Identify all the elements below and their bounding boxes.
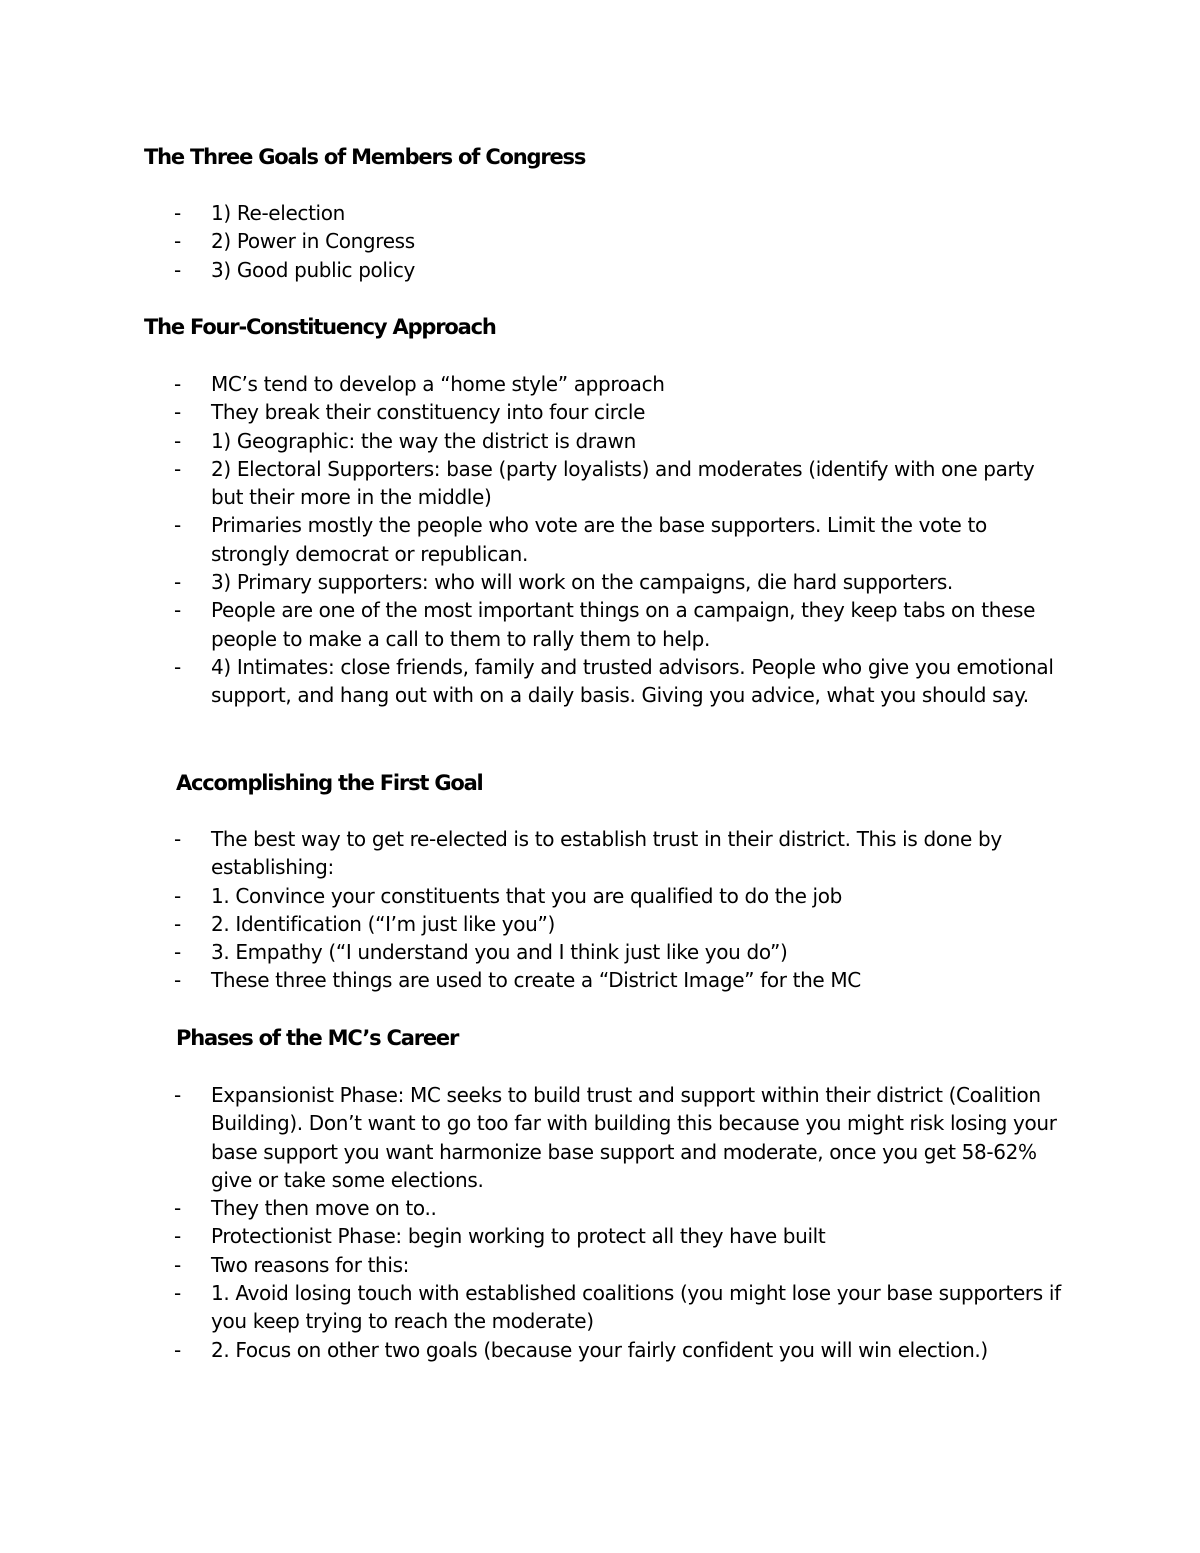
list-item: - MC’s tend to develop a “home style” approach bbox=[0, 370, 1071, 398]
list-item: - People are one of the most important things on a campaign, they keep tabs on these people to make a call to them to rally them to help. bbox=[174, 598, 1036, 651]
dash-bullet: - bbox=[174, 1224, 181, 1249]
section-heading: The Three Goals of Members of Congress bbox=[144, 145, 586, 169]
list-item: - 2) Power in Congress bbox=[0, 227, 1071, 255]
list-item: - 3) Good public policy bbox=[0, 256, 1071, 284]
section-heading: Accomplishing the First Goal bbox=[176, 771, 483, 795]
dash-bullet: - bbox=[174, 940, 181, 965]
dash-bullet: - bbox=[174, 456, 181, 481]
dash-bullet: - bbox=[174, 372, 181, 396]
section-heading: The Four-Constituency Approach bbox=[144, 315, 496, 339]
dash-bullet: - bbox=[174, 257, 181, 282]
dash-bullet: - bbox=[174, 1083, 181, 1107]
dash-bullet: - bbox=[174, 400, 181, 425]
list-item: - Primaries mostly the people who vote are the base supporters. Limit the vote to strongly democrat or republican. bbox=[174, 513, 987, 566]
bullet-list bbox=[0, 199, 1200, 284]
dash-bullet: - bbox=[174, 598, 181, 623]
list-item: - 3. Empathy (“I understand you and I think just like you do”) bbox=[0, 938, 1071, 966]
list-item: - Two reasons for this: bbox=[0, 1251, 1071, 1279]
dash-bullet: - bbox=[174, 201, 181, 225]
list-item: - 2. Focus on other two goals (because your fairly confident you will win election.) bbox=[0, 1336, 1071, 1364]
dash-bullet: - bbox=[174, 229, 181, 254]
dash-bullet: - bbox=[174, 827, 181, 851]
list-item: - The best way to get re-elected is to establish trust in their district. This is done by establishing: bbox=[174, 827, 1002, 880]
list-item: - These three things are used to create a “District Image” for the MC bbox=[0, 966, 1071, 994]
list-item: - 4) Intimates: close friends, family and trusted advisors. People who give you emotional support, and hang out with on a daily basis. Giving you advice, what you should say. bbox=[174, 654, 1054, 708]
list-item: - 1) Re-election bbox=[0, 199, 1071, 227]
list-item: - 2) Electoral Supporters: base (party loyalists) and moderates (identify with one party but their more in the middle) bbox=[174, 456, 1035, 510]
list-item: - They break their constituency into four circle bbox=[0, 398, 1071, 426]
dash-bullet: - bbox=[174, 570, 181, 595]
bullet-list bbox=[0, 825, 1200, 995]
list-item: - Expansionist Phase: MC seeks to build trust and support within their district (Coalition Building). Don’t want to go too far with building this because you might risk losing your base support you want harmonize base support and moderate, once you get 58-62% give or take some elections. bbox=[174, 1083, 1057, 1192]
dash-bullet: - bbox=[174, 513, 181, 538]
list-item: - 1. Avoid losing touch with established coalitions (you might lose your base supporters if you keep trying to reach the moderate) bbox=[174, 1281, 1061, 1334]
dash-bullet: - bbox=[174, 654, 181, 679]
section-heading: Phases of the MC’s Career bbox=[176, 1026, 459, 1050]
dash-bullet: - bbox=[174, 1196, 181, 1221]
dash-bullet: - bbox=[174, 1281, 181, 1306]
dash-bullet: - bbox=[174, 1252, 181, 1277]
list-item: - 2. Identification (“I’m just like you”) bbox=[0, 910, 1071, 938]
list-item: - 3) Primary supporters: who will work on the campaigns, die hard supporters. bbox=[0, 568, 1071, 596]
bullet-list bbox=[0, 1081, 1200, 1364]
list-item: - Protectionist Phase: begin working to protect all they have built bbox=[0, 1222, 1071, 1250]
dash-bullet: - bbox=[174, 1337, 181, 1362]
list-item: - 1) Geographic: the way the district is drawn bbox=[0, 427, 1071, 455]
list-item: - 1. Convince your constituents that you are qualified to do the job bbox=[0, 882, 1071, 910]
list-item: - They then move on to.. bbox=[0, 1194, 1071, 1222]
dash-bullet: - bbox=[174, 428, 181, 453]
dash-bullet: - bbox=[174, 883, 181, 908]
dash-bullet: - bbox=[174, 911, 181, 936]
bullet-list bbox=[0, 370, 1200, 710]
dash-bullet: - bbox=[174, 968, 181, 993]
